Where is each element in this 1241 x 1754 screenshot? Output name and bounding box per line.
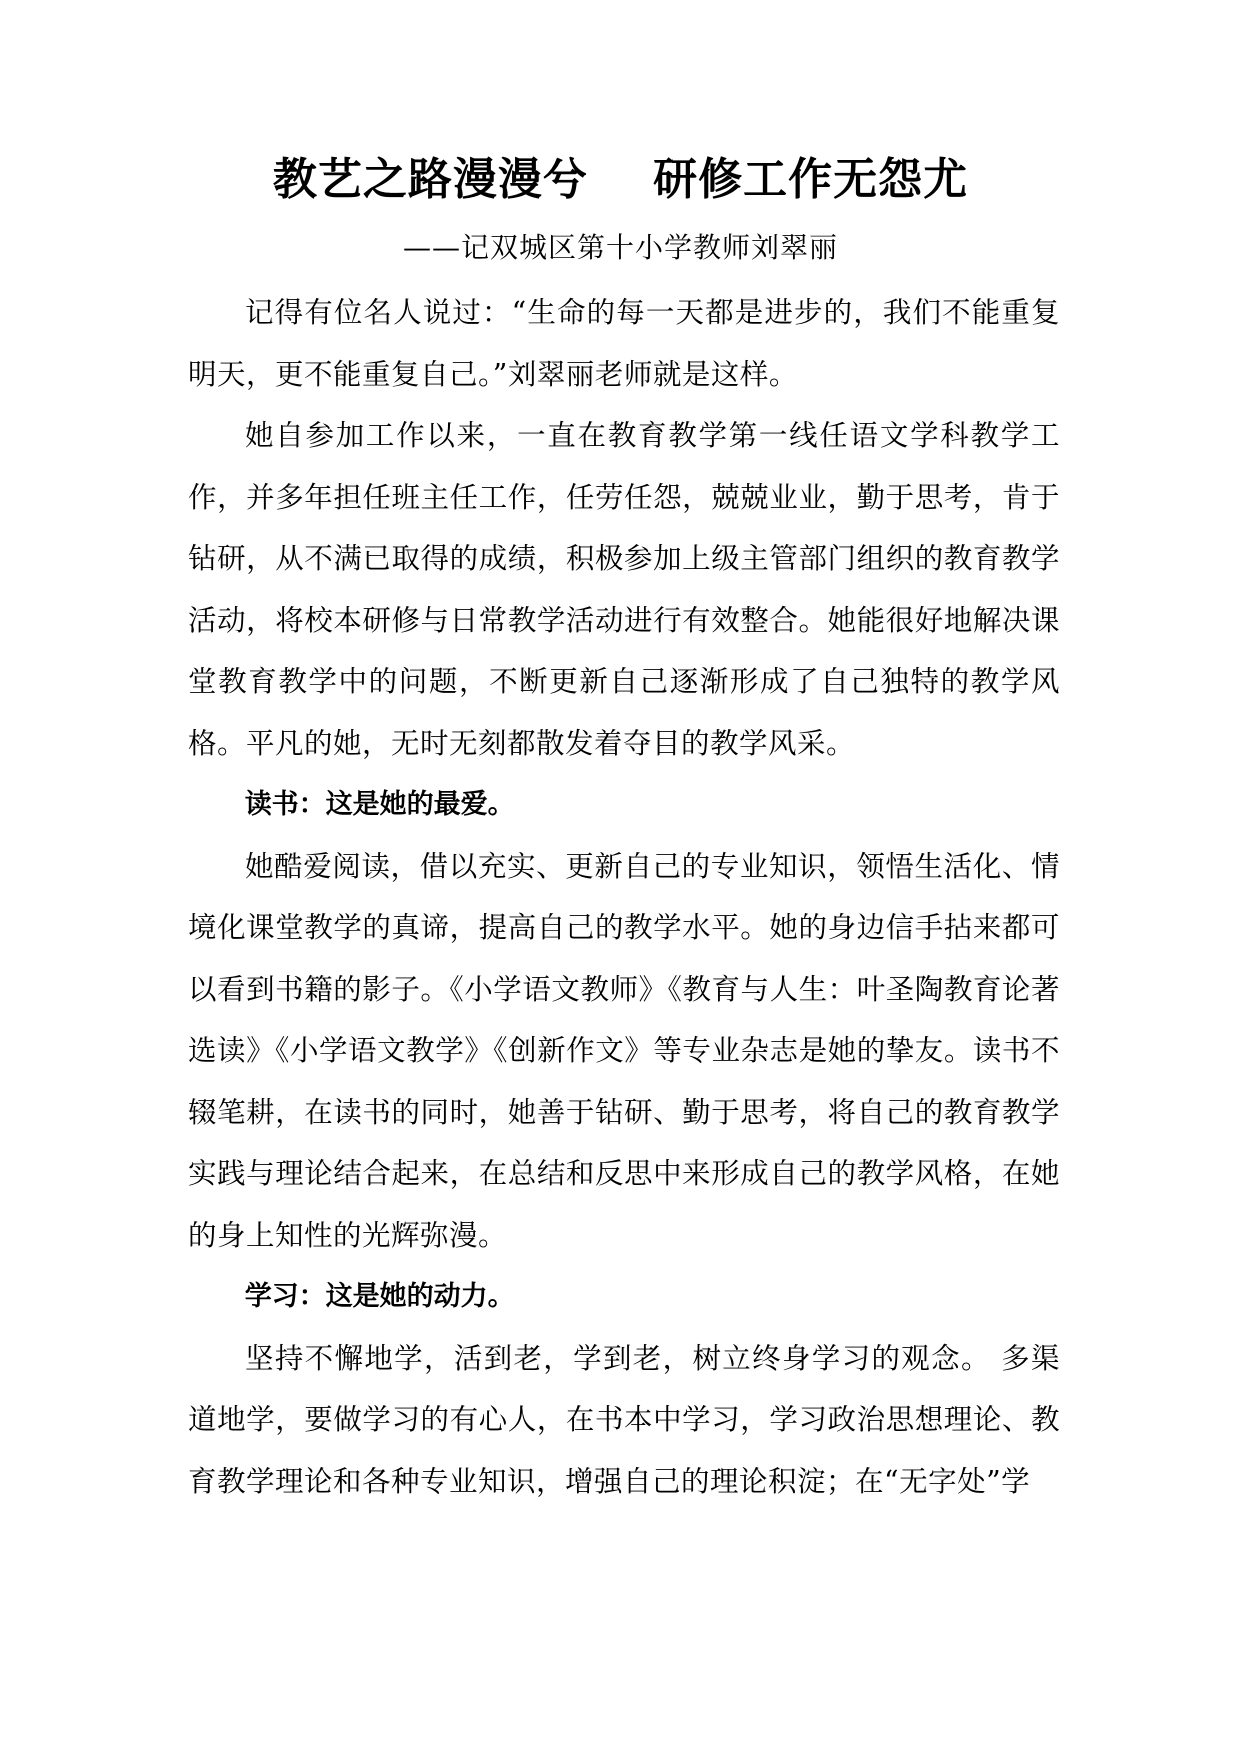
paragraph-reading: 她酷爱阅读，借以充实、更新自己的专业知识，领悟生活化、情境化课堂教学的真谛，提高自己的教学水平。她的身边信手拈来都可以看到书籍的影子。《小学语文教师》《教育与人生：叶圣陶教育论著选读》《小学语文教学》《创新作文》等专业杂志是她的挚友。读书不辍笔耕，在读书的同时，她善于钻研、勤于思考，将自己的教育教学实践与理论结合起来，在总结和反思中来形成自己的教学风格，在她的身上知性的光辉弥漫。 bbox=[188, 849, 1060, 1252]
paragraph-learning: 坚持不懈地学，活到老，学到老，树立终身学习的观念。 多渠道地学，要做学习的有心人，在书本中学习，学习政治思想理论、教育教学理论和各种专业知识，增强自己的理论积淀；在“无字处”学 bbox=[188, 1341, 1060, 1498]
section-heading-reading: 读书：这是她的最爱。 bbox=[244, 789, 515, 820]
paragraph-career: 她自参加工作以来，一直在教育教学第一线任语文学科教学工作，并多年担任班主任工作，任劳任怨，兢兢业业，勤于思考，肯于钻研，从不满已取得的成绩，积极参加上级主管部门组织的教育教学活动，将校本研修与日常教学活动进行有效整合。她能很好地解决课堂教育教学中的问题，不断更新自己逐渐形成了自己独特的教学风格。平凡的她，无时无刻都散发着夺目的教学风采。 bbox=[188, 419, 1060, 760]
document-body bbox=[188, 282, 1060, 1512]
paragraph-intro: 记得有位名人说过：“生命的每一天都是进步的，我们不能重复明天，更不能重复自己。”刘翠丽老师就是这样。 bbox=[188, 296, 1060, 391]
document-title: 教艺之路漫漫兮 研修工作无怨尤 bbox=[272, 154, 969, 205]
document-subtitle: ——记双城区第十小学教师刘翠丽 bbox=[402, 231, 838, 264]
section-heading-learning: 学习：这是她的动力。 bbox=[244, 1281, 515, 1312]
